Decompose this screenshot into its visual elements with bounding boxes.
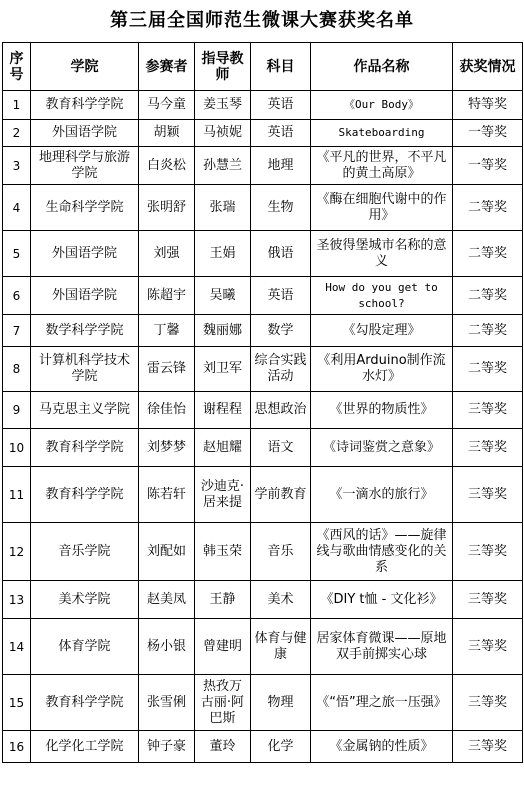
cell-college: 化学化工学院 [31, 731, 139, 763]
table-row [3, 429, 523, 467]
cell-advisor: 刘卫军 [195, 347, 251, 392]
cell-subject: 思想政治 [251, 392, 311, 429]
cell-award: 三等奖 [453, 467, 523, 523]
cell-no: 4 [3, 185, 31, 231]
cell-college: 地理科学与旅游学院 [31, 147, 139, 185]
cell-work: 《“悟”理之旅一压强》 [311, 675, 453, 731]
table-row [3, 315, 523, 347]
cell-subject: 综合实践活动 [251, 347, 311, 392]
cell-entrant: 刘配如 [139, 523, 195, 581]
cell-no: 7 [3, 315, 31, 347]
cell-subject: 地理 [251, 147, 311, 185]
table-row [3, 147, 523, 185]
cell-advisor: 孙慧兰 [195, 147, 251, 185]
cell-award: 二等奖 [453, 185, 523, 231]
cell-award: 二等奖 [453, 315, 523, 347]
cell-advisor: 张瑞 [195, 185, 251, 231]
cell-subject: 数学 [251, 315, 311, 347]
cell-work: 《酶在细胞代谢中的作用》 [311, 185, 453, 231]
cell-no: 1 [3, 91, 31, 120]
cell-entrant: 张雪俐 [139, 675, 195, 731]
cell-college: 外国语学院 [31, 231, 139, 277]
cell-no: 2 [3, 120, 31, 147]
cell-college: 外国语学院 [31, 277, 139, 315]
cell-award: 三等奖 [453, 392, 523, 429]
cell-advisor: 韩玉荣 [195, 523, 251, 581]
cell-advisor: 热孜万古丽·阿巴斯 [195, 675, 251, 731]
cell-no: 11 [3, 467, 31, 523]
table-row [3, 467, 523, 523]
cell-college: 教育科学学院 [31, 467, 139, 523]
cell-entrant: 陈超宇 [139, 277, 195, 315]
table-row [3, 731, 523, 763]
cell-entrant: 丁馨 [139, 315, 195, 347]
cell-entrant: 刘梦梦 [139, 429, 195, 467]
cell-no: 15 [3, 675, 31, 731]
cell-advisor: 曾建明 [195, 619, 251, 675]
header-award: 获奖情况 [453, 43, 523, 91]
cell-work: 《金属钠的性质》 [311, 731, 453, 763]
cell-no: 12 [3, 523, 31, 581]
cell-entrant: 杨小银 [139, 619, 195, 675]
cell-work: 《DIY t恤 - 文化衫》 [311, 581, 453, 619]
cell-advisor: 谢程程 [195, 392, 251, 429]
cell-entrant: 张明舒 [139, 185, 195, 231]
cell-award: 三等奖 [453, 581, 523, 619]
cell-advisor: 吴曦 [195, 277, 251, 315]
cell-college: 计算机科学技术学院 [31, 347, 139, 392]
cell-advisor: 姜玉琴 [195, 91, 251, 120]
cell-award: 三等奖 [453, 429, 523, 467]
cell-work: How do you get to school? [311, 277, 453, 315]
cell-advisor: 王静 [195, 581, 251, 619]
table-row [3, 581, 523, 619]
table-row [3, 392, 523, 429]
cell-work: 圣彼得堡城市名称的意义 [311, 231, 453, 277]
cell-advisor: 沙迪克·居来提 [195, 467, 251, 523]
cell-work: 《世界的物质性》 [311, 392, 453, 429]
cell-work: 《一滴水的旅行》 [311, 467, 453, 523]
cell-no: 5 [3, 231, 31, 277]
cell-subject: 学前教育 [251, 467, 311, 523]
cell-subject: 化学 [251, 731, 311, 763]
cell-work: 居家体育微课——原地双手前掷实心球 [311, 619, 453, 675]
cell-subject: 音乐 [251, 523, 311, 581]
table-row [3, 120, 523, 147]
cell-subject: 英语 [251, 277, 311, 315]
cell-college: 教育科学学院 [31, 91, 139, 120]
header-advisor: 指导教师 [195, 43, 251, 91]
cell-entrant: 雷云锋 [139, 347, 195, 392]
cell-college: 音乐学院 [31, 523, 139, 581]
cell-work: 《勾股定理》 [311, 315, 453, 347]
cell-college: 马克思主义学院 [31, 392, 139, 429]
cell-subject: 生物 [251, 185, 311, 231]
table-row [3, 347, 523, 392]
cell-award: 三等奖 [453, 619, 523, 675]
cell-award: 一等奖 [453, 120, 523, 147]
cell-work: 《利用Arduino制作流水灯》 [311, 347, 453, 392]
cell-no: 8 [3, 347, 31, 392]
table-row [3, 185, 523, 231]
table-row [3, 619, 523, 675]
cell-work: 《平凡的世界，不平凡的黄土高原》 [311, 147, 453, 185]
cell-college: 生命科学学院 [31, 185, 139, 231]
cell-entrant: 马今童 [139, 91, 195, 120]
cell-advisor: 马祯妮 [195, 120, 251, 147]
cell-no: 3 [3, 147, 31, 185]
table-row [3, 523, 523, 581]
cell-work: 《Our Body》 [311, 91, 453, 120]
cell-entrant: 赵美凤 [139, 581, 195, 619]
cell-advisor: 赵旭耀 [195, 429, 251, 467]
cell-no: 10 [3, 429, 31, 467]
cell-college: 美术学院 [31, 581, 139, 619]
cell-entrant: 胡颖 [139, 120, 195, 147]
cell-award: 二等奖 [453, 347, 523, 392]
cell-entrant: 钟子豪 [139, 731, 195, 763]
cell-advisor: 魏丽娜 [195, 315, 251, 347]
cell-no: 9 [3, 392, 31, 429]
cell-award: 二等奖 [453, 277, 523, 315]
cell-entrant: 刘强 [139, 231, 195, 277]
cell-college: 外国语学院 [31, 120, 139, 147]
header-subject: 科目 [251, 43, 311, 91]
cell-entrant: 陈若轩 [139, 467, 195, 523]
cell-no: 6 [3, 277, 31, 315]
cell-work: Skateboarding [311, 120, 453, 147]
cell-subject: 语文 [251, 429, 311, 467]
cell-award: 三等奖 [453, 675, 523, 731]
cell-college: 教育科学学院 [31, 429, 139, 467]
cell-subject: 物理 [251, 675, 311, 731]
table-row [3, 277, 523, 315]
header-no: 序号 [3, 43, 31, 91]
cell-no: 14 [3, 619, 31, 675]
cell-subject: 体育与健康 [251, 619, 311, 675]
header-college: 学院 [31, 43, 139, 91]
cell-advisor: 董玲 [195, 731, 251, 763]
cell-award: 三等奖 [453, 731, 523, 763]
cell-college: 体育学院 [31, 619, 139, 675]
header-work: 作品名称 [311, 43, 453, 91]
cell-work: 《西风的话》——旋律线与歌曲情感变化的关系 [311, 523, 453, 581]
cell-subject: 俄语 [251, 231, 311, 277]
cell-award: 三等奖 [453, 523, 523, 581]
cell-college: 教育科学学院 [31, 675, 139, 731]
cell-award: 一等奖 [453, 147, 523, 185]
cell-award: 二等奖 [453, 231, 523, 277]
cell-work: 《诗词鉴赏之意象》 [311, 429, 453, 467]
cell-subject: 美术 [251, 581, 311, 619]
award-table [2, 42, 523, 763]
cell-entrant: 徐佳怡 [139, 392, 195, 429]
table-row [3, 675, 523, 731]
page-title: 第三届全国师范生微课大赛获奖名单 [110, 10, 414, 31]
cell-college: 数学科学学院 [31, 315, 139, 347]
cell-subject: 英语 [251, 120, 311, 147]
cell-subject: 英语 [251, 91, 311, 120]
cell-advisor: 王娟 [195, 231, 251, 277]
cell-award: 特等奖 [453, 91, 523, 120]
cell-no: 16 [3, 731, 31, 763]
header-entrant: 参赛者 [139, 43, 195, 91]
table-row [3, 231, 523, 277]
table-header-row [3, 43, 523, 91]
cell-entrant: 白炎松 [139, 147, 195, 185]
table-row [3, 91, 523, 120]
cell-no: 13 [3, 581, 31, 619]
